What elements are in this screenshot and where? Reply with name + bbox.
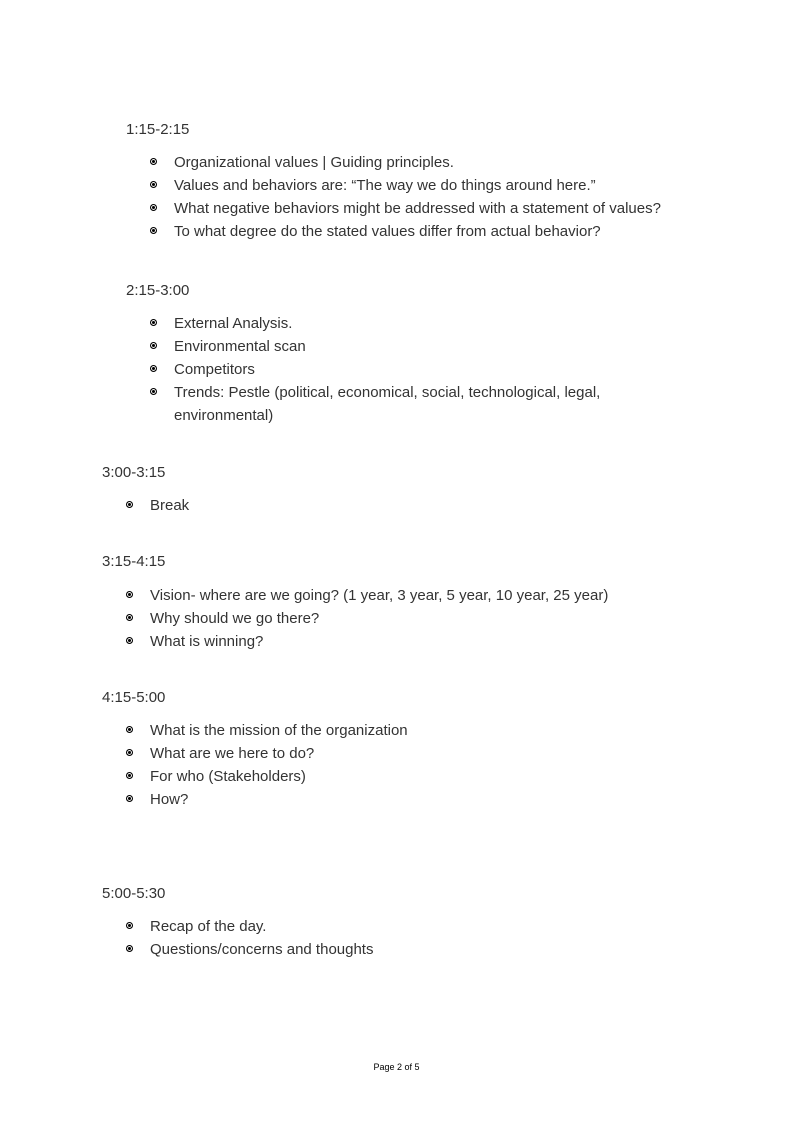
section-time: 3:15-4:15 [102,553,166,570]
list-item-text: Questions/concerns and thoughts [150,941,374,958]
list-item-text: Organizational values | Guiding principles. [174,154,454,171]
bullet-icon [126,749,133,756]
bullet-icon [126,772,133,779]
list-item-text: Recap of the day. [150,918,267,935]
bullet-icon [150,227,157,234]
list-item-text: Break [150,497,190,514]
list-item-text: How? [150,791,189,808]
list-item [174,312,634,335]
bullet-icon [150,319,157,326]
list-item-text: Vision- where are we going? (1 year, 3 year, 5 year, 10 year, 25 year) [150,587,609,604]
bullet-icon [150,388,157,395]
list-item [150,494,189,517]
list-item-text: What are we here to do? [150,745,315,762]
list-item [174,174,661,197]
bullet-icon [126,922,133,929]
list-item [174,197,661,220]
list-item-text: What is winning? [150,633,264,650]
bullet-icon [150,365,157,372]
bullet-icon [126,591,133,598]
list-item-text: Competitors [174,361,255,378]
list-item-text: To what degree do the stated values differ from actual behavior? [174,223,601,240]
list-item-text: Environmental scan [174,338,306,355]
list-item [150,938,373,961]
section-time: 5:00-5:30 [102,885,166,902]
bullet-icon [150,204,157,211]
bullet-icon [150,181,157,188]
list-item-text: Trends: Pestle (political, economical, social, technological, legal, environmental) [174,384,601,424]
list-item-text: What is the mission of the organization [150,722,408,739]
page-footer [0,1062,793,1072]
bullet-icon [126,795,133,802]
list-item [150,765,408,788]
bullet-icon [126,501,133,508]
bullet-list [150,584,608,653]
list-item [150,742,408,765]
bullet-list [150,719,408,811]
list-item [174,381,634,427]
list-item [174,335,634,358]
list-item [150,607,608,630]
list-item [150,584,608,607]
list-item-text: Why should we go there? [150,610,320,627]
section-time: 2:15-3:00 [126,282,190,299]
bullet-icon [126,637,133,644]
section-time: 4:15-5:00 [102,689,166,706]
bullet-list [150,494,189,517]
list-item [174,220,661,243]
section-time: 1:15-2:15 [126,121,190,138]
bullet-icon [150,342,157,349]
list-item-text: For who (Stakeholders) [150,768,306,785]
section-time: 3:00-3:15 [102,464,166,481]
list-item [174,151,661,174]
list-item [150,788,408,811]
list-item-text: External Analysis. [174,315,293,332]
bullet-list [174,151,661,243]
list-item [150,719,408,742]
list-item [150,915,373,938]
list-item-text: What negative behaviors might be addressed with a statement of values? [174,200,661,217]
list-item [174,358,634,381]
bullet-icon [126,726,133,733]
page-number: Page 2 of 5 [373,1062,420,1072]
bullet-icon [150,158,157,165]
bullet-icon [126,614,133,621]
list-item [150,630,608,653]
bullet-list [174,312,634,427]
bullet-list [150,915,373,961]
bullet-icon [126,945,133,952]
list-item-text: Values and behaviors are: “The way we do things around here.” [174,177,596,194]
